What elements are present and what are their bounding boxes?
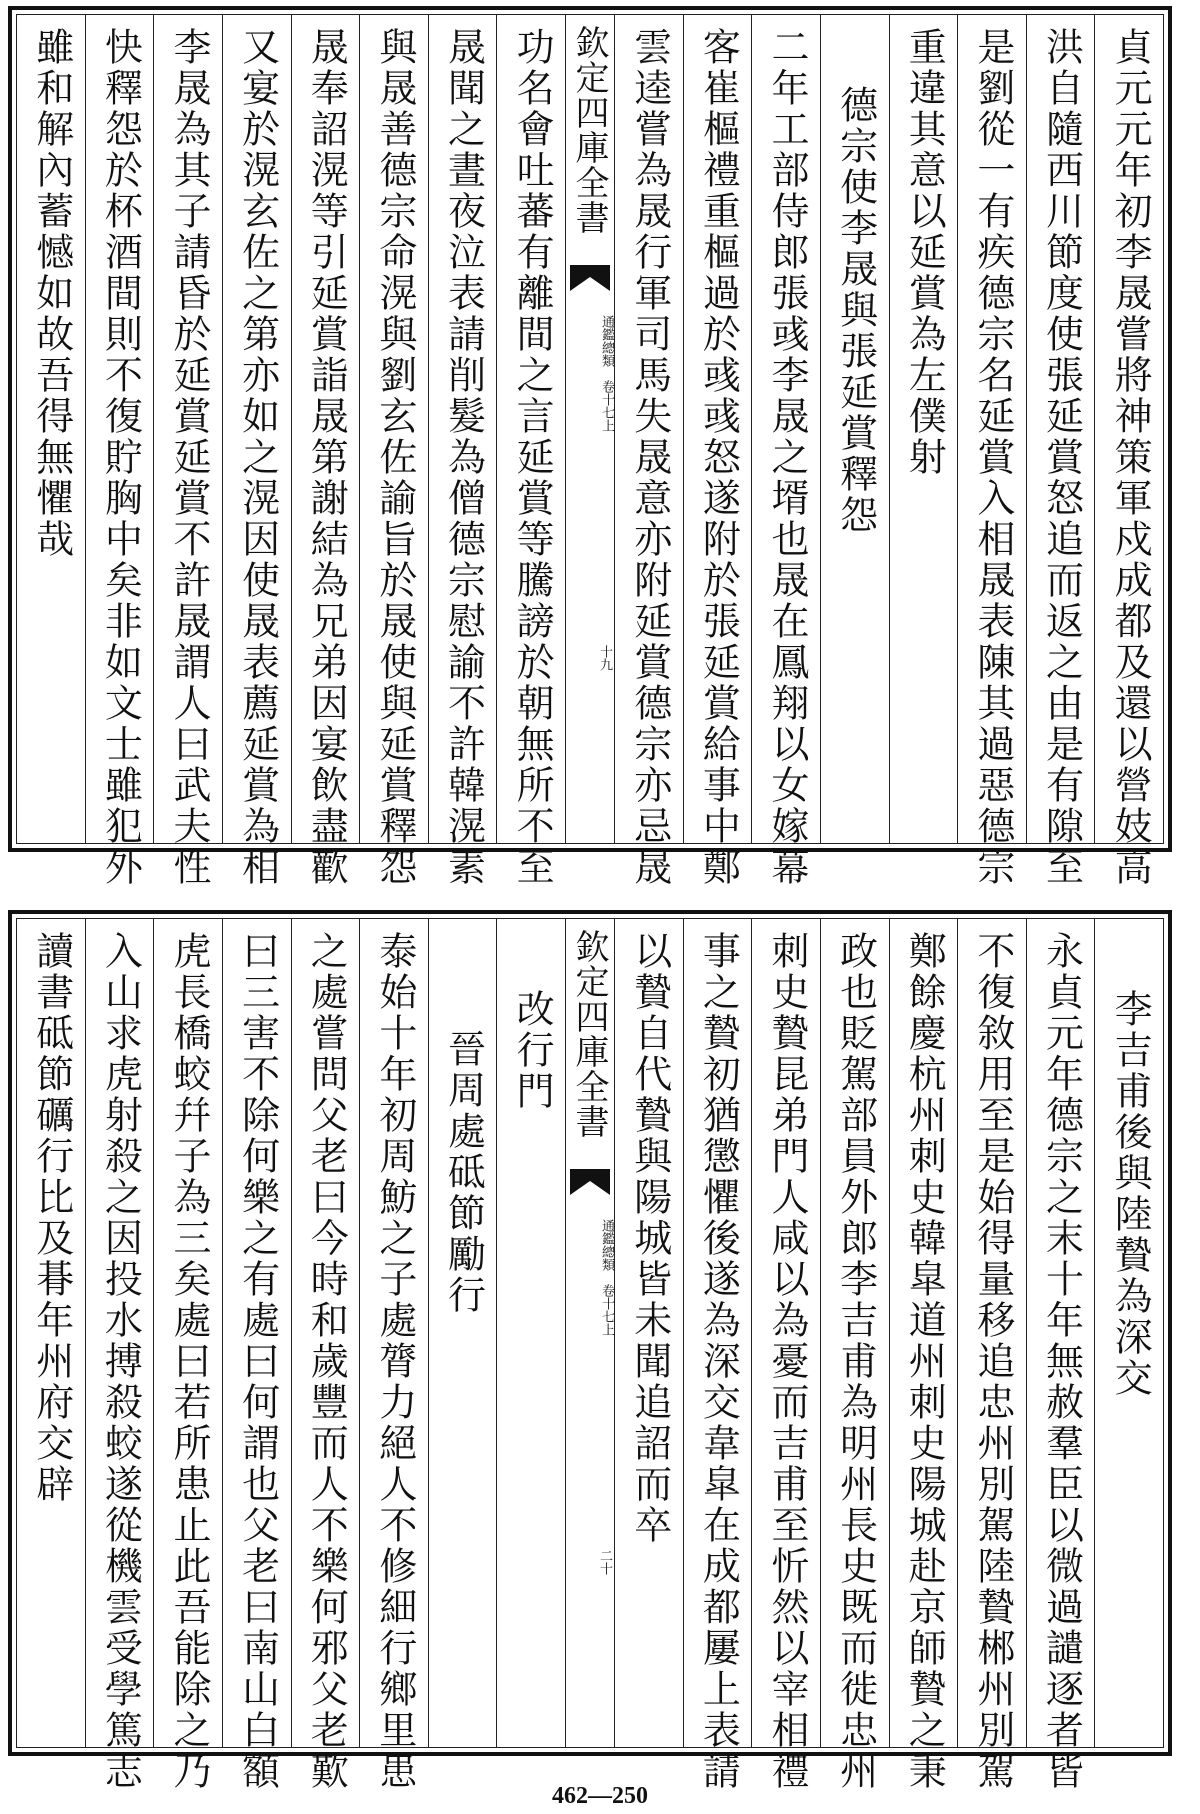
fishtail-mark-icon <box>570 265 610 291</box>
text-column: 雲逵嘗為晟行軍司馬失晟意亦附延賞德宗亦忌晟 <box>614 15 683 843</box>
banxin-page-number: 二十 <box>597 1549 612 1575</box>
bottom-page-columns <box>17 919 1163 1792</box>
text-column: 功名會吐蕃有離間之言延賞等騰謗於朝無所不至 <box>496 15 565 843</box>
banxin-page-number: 十九 <box>597 645 612 671</box>
page-footer-number: 462—250 <box>552 1783 648 1809</box>
text-column: 雖和解內蓄憾如故吾得無懼哉 <box>29 27 74 560</box>
text-column: 貞元元年初李晟嘗將神策軍戍成都及還以營妓高 <box>1094 15 1163 843</box>
banxin-subtitle: 通鑑總類 卷十七上 <box>599 1219 614 1336</box>
text-column: 重違其意以延賞為左僕射 <box>889 15 958 843</box>
section-heading: 李吉甫後與陸贄為深交 <box>1094 919 1163 1747</box>
text-column: 刺史贄昆弟門人咸以為憂而吉甫至忻然以宰相禮 <box>751 919 820 1747</box>
text-column: 是劉從一有疾德宗名延賞入相晟表陳其過惡德宗 <box>957 15 1026 843</box>
text-column: 客崔樞禮重樞過於彧彧怒遂附於張延賞給事中鄭 <box>683 15 752 843</box>
section-heading: 改行門 <box>496 919 565 1747</box>
text-column: 與晟善德宗命滉與劉玄佐諭旨於晟使與延賞釋怨 <box>359 15 428 843</box>
text-column: 事之贄初猶懲懼後遂為深交韋皐在成都屢上表請 <box>683 919 752 1747</box>
top-page-frame <box>16 14 1164 888</box>
text-column: 鄭餘慶杭州刺史韓皐道州刺史陽城赴京師贄之秉 <box>889 919 958 1747</box>
text-column: 入山求虎射殺之因投水搏殺蛟遂從機雲受學篤志 <box>85 919 154 1747</box>
bottom-page-frame <box>16 918 1164 1792</box>
section-heading: 德宗使李晟與張延賞釋怨 <box>820 15 889 843</box>
text-column: 虎長橋蛟幷子為三矣處曰若所患止此吾能除之乃 <box>153 919 222 1747</box>
center-fold-margin <box>565 15 614 843</box>
text-column: 二年工部侍郎張彧李晟之壻也晟在鳳翔以女嫁幕 <box>751 15 820 843</box>
text-column: 李晟為其子請昏於延賞延賞不許晟謂人曰武夫性 <box>153 15 222 843</box>
fishtail-mark-icon <box>570 1169 610 1195</box>
text-column: 政也貶駕部員外郎李吉甫為明州長史既而徙忠州 <box>820 919 889 1747</box>
text-column: 以贄自代贄與陽城皆未聞追詔而卒 <box>614 919 683 1747</box>
text-column: 晟奉詔滉等引延賞詣晟第謝結為兄弟因宴飲盡歡 <box>291 15 360 843</box>
text-column: 曰三害不除何樂之有處曰何謂也父老曰南山白額 <box>222 919 291 1747</box>
text-column: 快釋怨於杯酒間則不復貯胸中矣非如文士雖犯外 <box>85 15 154 843</box>
text-column: 讀書砥節礪行比及朞年州府交辟 <box>29 931 74 1505</box>
banxin-title: 欽定四庫全書 <box>569 929 609 1139</box>
text-column: 之處嘗問父老曰今時和歲豐而人不樂何邪父老歎 <box>291 919 360 1747</box>
banxin-subtitle: 通鑑總類 卷十七上 <box>599 315 614 432</box>
text-column: 不復敘用至是始得量移追忠州別駕陸贄郴州別駕 <box>957 919 1026 1747</box>
center-fold-margin <box>565 919 614 1747</box>
bottom-page <box>8 910 1172 1792</box>
text-column: 泰始十年初周魴之子處膂力絕人不修細行鄉里患 <box>359 919 428 1747</box>
text-column: 洪自隨西川節度使張延賞怒追而返之由是有隙至 <box>1026 15 1095 843</box>
top-page <box>8 6 1172 888</box>
top-page-columns <box>17 15 1163 888</box>
subsection-heading: 晉周處砥節勵行 <box>428 919 497 1747</box>
banxin-title: 欽定四庫全書 <box>569 25 609 235</box>
text-column: 永貞元年德宗之末十年無赦羣臣以微過譴逐者皆 <box>1026 919 1095 1747</box>
text-column: 晟聞之晝夜泣表請削髮為僧德宗慰諭不許韓滉素 <box>428 15 497 843</box>
text-column: 又宴於滉玄佐之第亦如之滉因使晟表薦延賞為相 <box>222 15 291 843</box>
